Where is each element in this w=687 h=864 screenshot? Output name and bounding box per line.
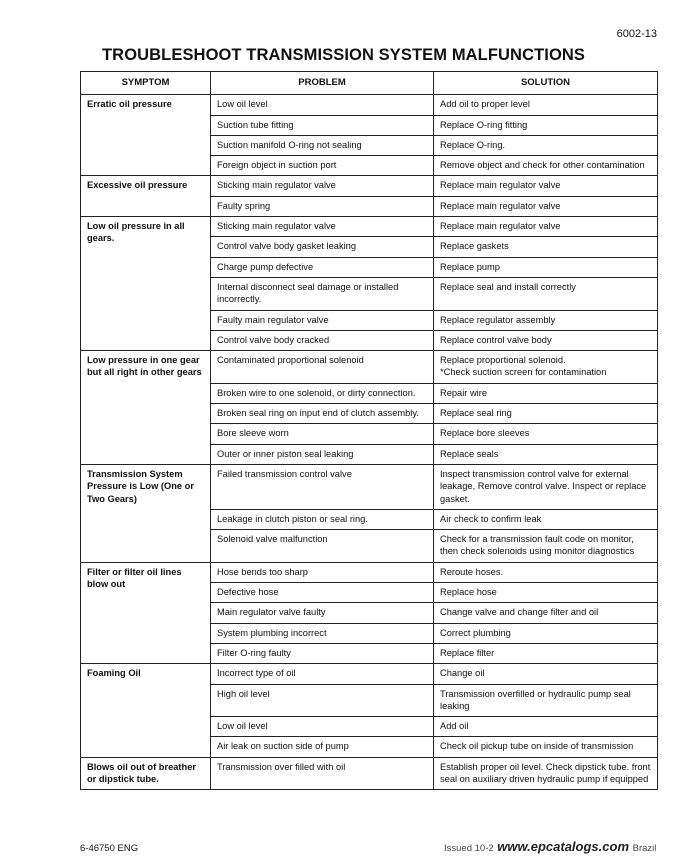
problem-cell: Transmission over filled with oil — [211, 757, 434, 790]
solution-cell: Replace hose — [434, 583, 658, 603]
solution-cell: Replace main regulator valve — [434, 176, 658, 196]
problem-cell: Filter O-ring faulty — [211, 643, 434, 663]
table-row — [81, 351, 658, 384]
solution-cell: Replace O-ring fitting — [434, 115, 658, 135]
solution-cell: Replace O-ring. — [434, 135, 658, 155]
symptom-cell: Erratic oil pressure — [81, 95, 211, 176]
problem-cell: Low oil level — [211, 95, 434, 115]
table-row — [81, 95, 658, 115]
problem-cell: Control valve body cracked — [211, 330, 434, 350]
problem-cell: Foreign object in suction port — [211, 156, 434, 176]
solution-cell: Remove object and check for other contamination — [434, 156, 658, 176]
problem-cell: Sticking main regulator valve — [211, 176, 434, 196]
problem-cell: Main regulator valve faulty — [211, 603, 434, 623]
problem-cell: Faulty main regulator valve — [211, 310, 434, 330]
troubleshooting-table — [80, 71, 658, 790]
problem-cell: Faulty spring — [211, 196, 434, 216]
symptom-cell: Transmission System Pressure is Low (One or Two Gears) — [81, 464, 211, 562]
table-body — [81, 95, 658, 790]
table-row — [81, 217, 658, 237]
solution-cell: Replace seal ring — [434, 404, 658, 424]
problem-cell: Charge pump defective — [211, 257, 434, 277]
solution-cell: Replace seal and install correctly — [434, 277, 658, 310]
header-problem: PROBLEM — [211, 72, 434, 95]
symptom-cell: Low pressure in one gear but all right in other gears — [81, 351, 211, 465]
table-row — [81, 562, 658, 582]
problem-cell: Solenoid valve malfunction — [211, 530, 434, 563]
problem-cell: System plumbing incorrect — [211, 623, 434, 643]
table-row — [81, 664, 658, 684]
issue-date: Issued 10-2 — [444, 843, 494, 854]
solution-cell: Replace proportional solenoid. *Check suction screen for contamination — [434, 351, 658, 384]
solution-cell: Repair wire — [434, 383, 658, 403]
problem-cell: Internal disconnect seal damage or installed incorrectly. — [211, 277, 434, 310]
solution-cell: Replace control valve body — [434, 330, 658, 350]
solution-cell: Replace filter — [434, 643, 658, 663]
solution-cell: Air check to confirm leak — [434, 509, 658, 529]
problem-cell: Air leak on suction side of pump — [211, 737, 434, 757]
solution-cell: Establish proper oil level. Check dipstick tube. front seal on auxiliary driven hydraulic pump if equipped — [434, 757, 658, 790]
problem-cell: High oil level — [211, 684, 434, 717]
problem-cell: Low oil level — [211, 717, 434, 737]
footer-issue — [444, 839, 656, 854]
problem-cell: Defective hose — [211, 583, 434, 603]
problem-cell: Broken wire to one solenoid, or dirty connection. — [211, 383, 434, 403]
problem-cell: Suction tube fitting — [211, 115, 434, 135]
page-number: 6002-13 — [616, 28, 657, 40]
solution-cell: Replace main regulator valve — [434, 217, 658, 237]
table-header-row — [81, 72, 658, 95]
problem-cell: Hose bends too sharp — [211, 562, 434, 582]
table-row — [81, 176, 658, 196]
problem-cell: Outer or inner piston seal leaking — [211, 444, 434, 464]
problem-cell: Contaminated proportional solenoid — [211, 351, 434, 384]
solution-cell: Replace seals — [434, 444, 658, 464]
symptom-cell: Filter or filter oil lines blow out — [81, 562, 211, 663]
solution-cell: Change oil — [434, 664, 658, 684]
symptom-cell: Foaming Oil — [81, 664, 211, 757]
solution-cell: Transmission overfilled or hydraulic pump seal leaking — [434, 684, 658, 717]
solution-cell: Replace regulator assembly — [434, 310, 658, 330]
solution-cell: Add oil to proper level — [434, 95, 658, 115]
solution-cell: Inspect transmission control valve for external leakage, Remove control valve. Inspect or replace gasket. — [434, 464, 658, 509]
solution-cell: Check oil pickup tube on inside of transmission — [434, 737, 658, 757]
symptom-cell: Excessive oil pressure — [81, 176, 211, 217]
solution-cell: Reroute hoses. — [434, 562, 658, 582]
symptom-cell: Low oil pressure in all gears. — [81, 217, 211, 351]
problem-cell: Sticking main regulator valve — [211, 217, 434, 237]
solution-cell: Change valve and change filter and oil — [434, 603, 658, 623]
footer-region: Brazil — [632, 843, 657, 854]
problem-cell: Suction manifold O-ring not sealing — [211, 135, 434, 155]
table-row — [81, 757, 658, 790]
problem-cell: Failed transmission control valve — [211, 464, 434, 509]
solution-cell: Add oil — [434, 717, 658, 737]
problem-cell: Control valve body gasket leaking — [211, 237, 434, 257]
header-solution: SOLUTION — [434, 72, 658, 95]
page-title: TROUBLESHOOT TRANSMISSION SYSTEM MALFUNCTIONS — [102, 46, 585, 64]
solution-cell: Replace bore sleeves — [434, 424, 658, 444]
header-symptom: SYMPTOM — [81, 72, 211, 95]
problem-cell: Incorrect type of oil — [211, 664, 434, 684]
solution-cell: Replace pump — [434, 257, 658, 277]
solution-cell: Correct plumbing — [434, 623, 658, 643]
problem-cell: Leakage in clutch piston or seal ring. — [211, 509, 434, 529]
watermark-text: www.epcatalogs.com — [497, 839, 630, 854]
document-number: 6-46750 ENG — [80, 843, 139, 854]
symptom-cell: Blows oil out of breather or dipstick tube. — [81, 757, 211, 790]
problem-cell: Bore sleeve worn — [211, 424, 434, 444]
problem-cell: Broken seal ring on input end of clutch assembly. — [211, 404, 434, 424]
solution-cell: Check for a transmission fault code on monitor, then check solenoids using monitor diagnostics — [434, 530, 658, 563]
table-row — [81, 464, 658, 509]
solution-cell: Replace gaskets — [434, 237, 658, 257]
solution-cell: Replace main regulator valve — [434, 196, 658, 216]
